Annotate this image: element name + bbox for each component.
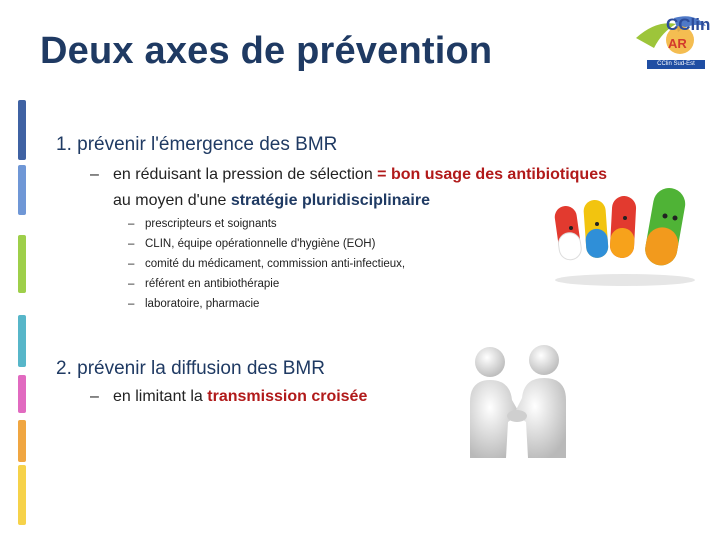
sub-item: – laboratoire, pharmacie [128, 298, 260, 310]
decor-bar [18, 165, 26, 215]
decor-bar [18, 100, 26, 160]
section1-heading: 1. prévenir l'émergence des BMR [56, 134, 338, 155]
sub-item: – comité du médicament, commission anti-infectieux, [128, 258, 406, 270]
bullet-text: au moyen d'une [113, 192, 227, 209]
bullet-text: en limitant la [113, 388, 203, 405]
section1-bullet-line1 [113, 166, 607, 184]
logo-badge: CClin [666, 15, 711, 34]
section2-heading: 2. prévenir la diffusion des BMR [56, 358, 325, 379]
bullet-dash: – [90, 166, 99, 183]
bullet-highlight: stratégie pluridisciplinaire [230, 192, 430, 209]
bullet-highlight: transmission croisée [207, 388, 368, 405]
logo-caption: CClin Sud-Est [647, 60, 705, 69]
handshake-illustration [456, 336, 580, 464]
section2-bullet [113, 388, 367, 406]
logo-badge-sub: AR [668, 36, 687, 51]
decor-bar [18, 420, 26, 462]
bullet-dash: – [90, 388, 99, 405]
pills-illustration [545, 188, 705, 288]
sub-item: – CLIN, équipe opérationnelle d'hygiène (EOH) [128, 238, 376, 250]
decor-bar [18, 315, 26, 367]
decor-bar [18, 465, 26, 525]
decor-bar [18, 375, 26, 413]
sub-item: – référent en antibiothérapie [128, 278, 280, 290]
sub-item: – prescripteurs et soignants [128, 218, 277, 230]
section1-bullet-line2 [113, 192, 430, 210]
decor-bar [18, 235, 26, 293]
bullet-highlight: = bon usage des antibiotiques [377, 166, 607, 183]
bullet-text: en réduisant la pression de sélection [113, 166, 373, 183]
slide-title: Deux axes de prévention [40, 30, 493, 72]
